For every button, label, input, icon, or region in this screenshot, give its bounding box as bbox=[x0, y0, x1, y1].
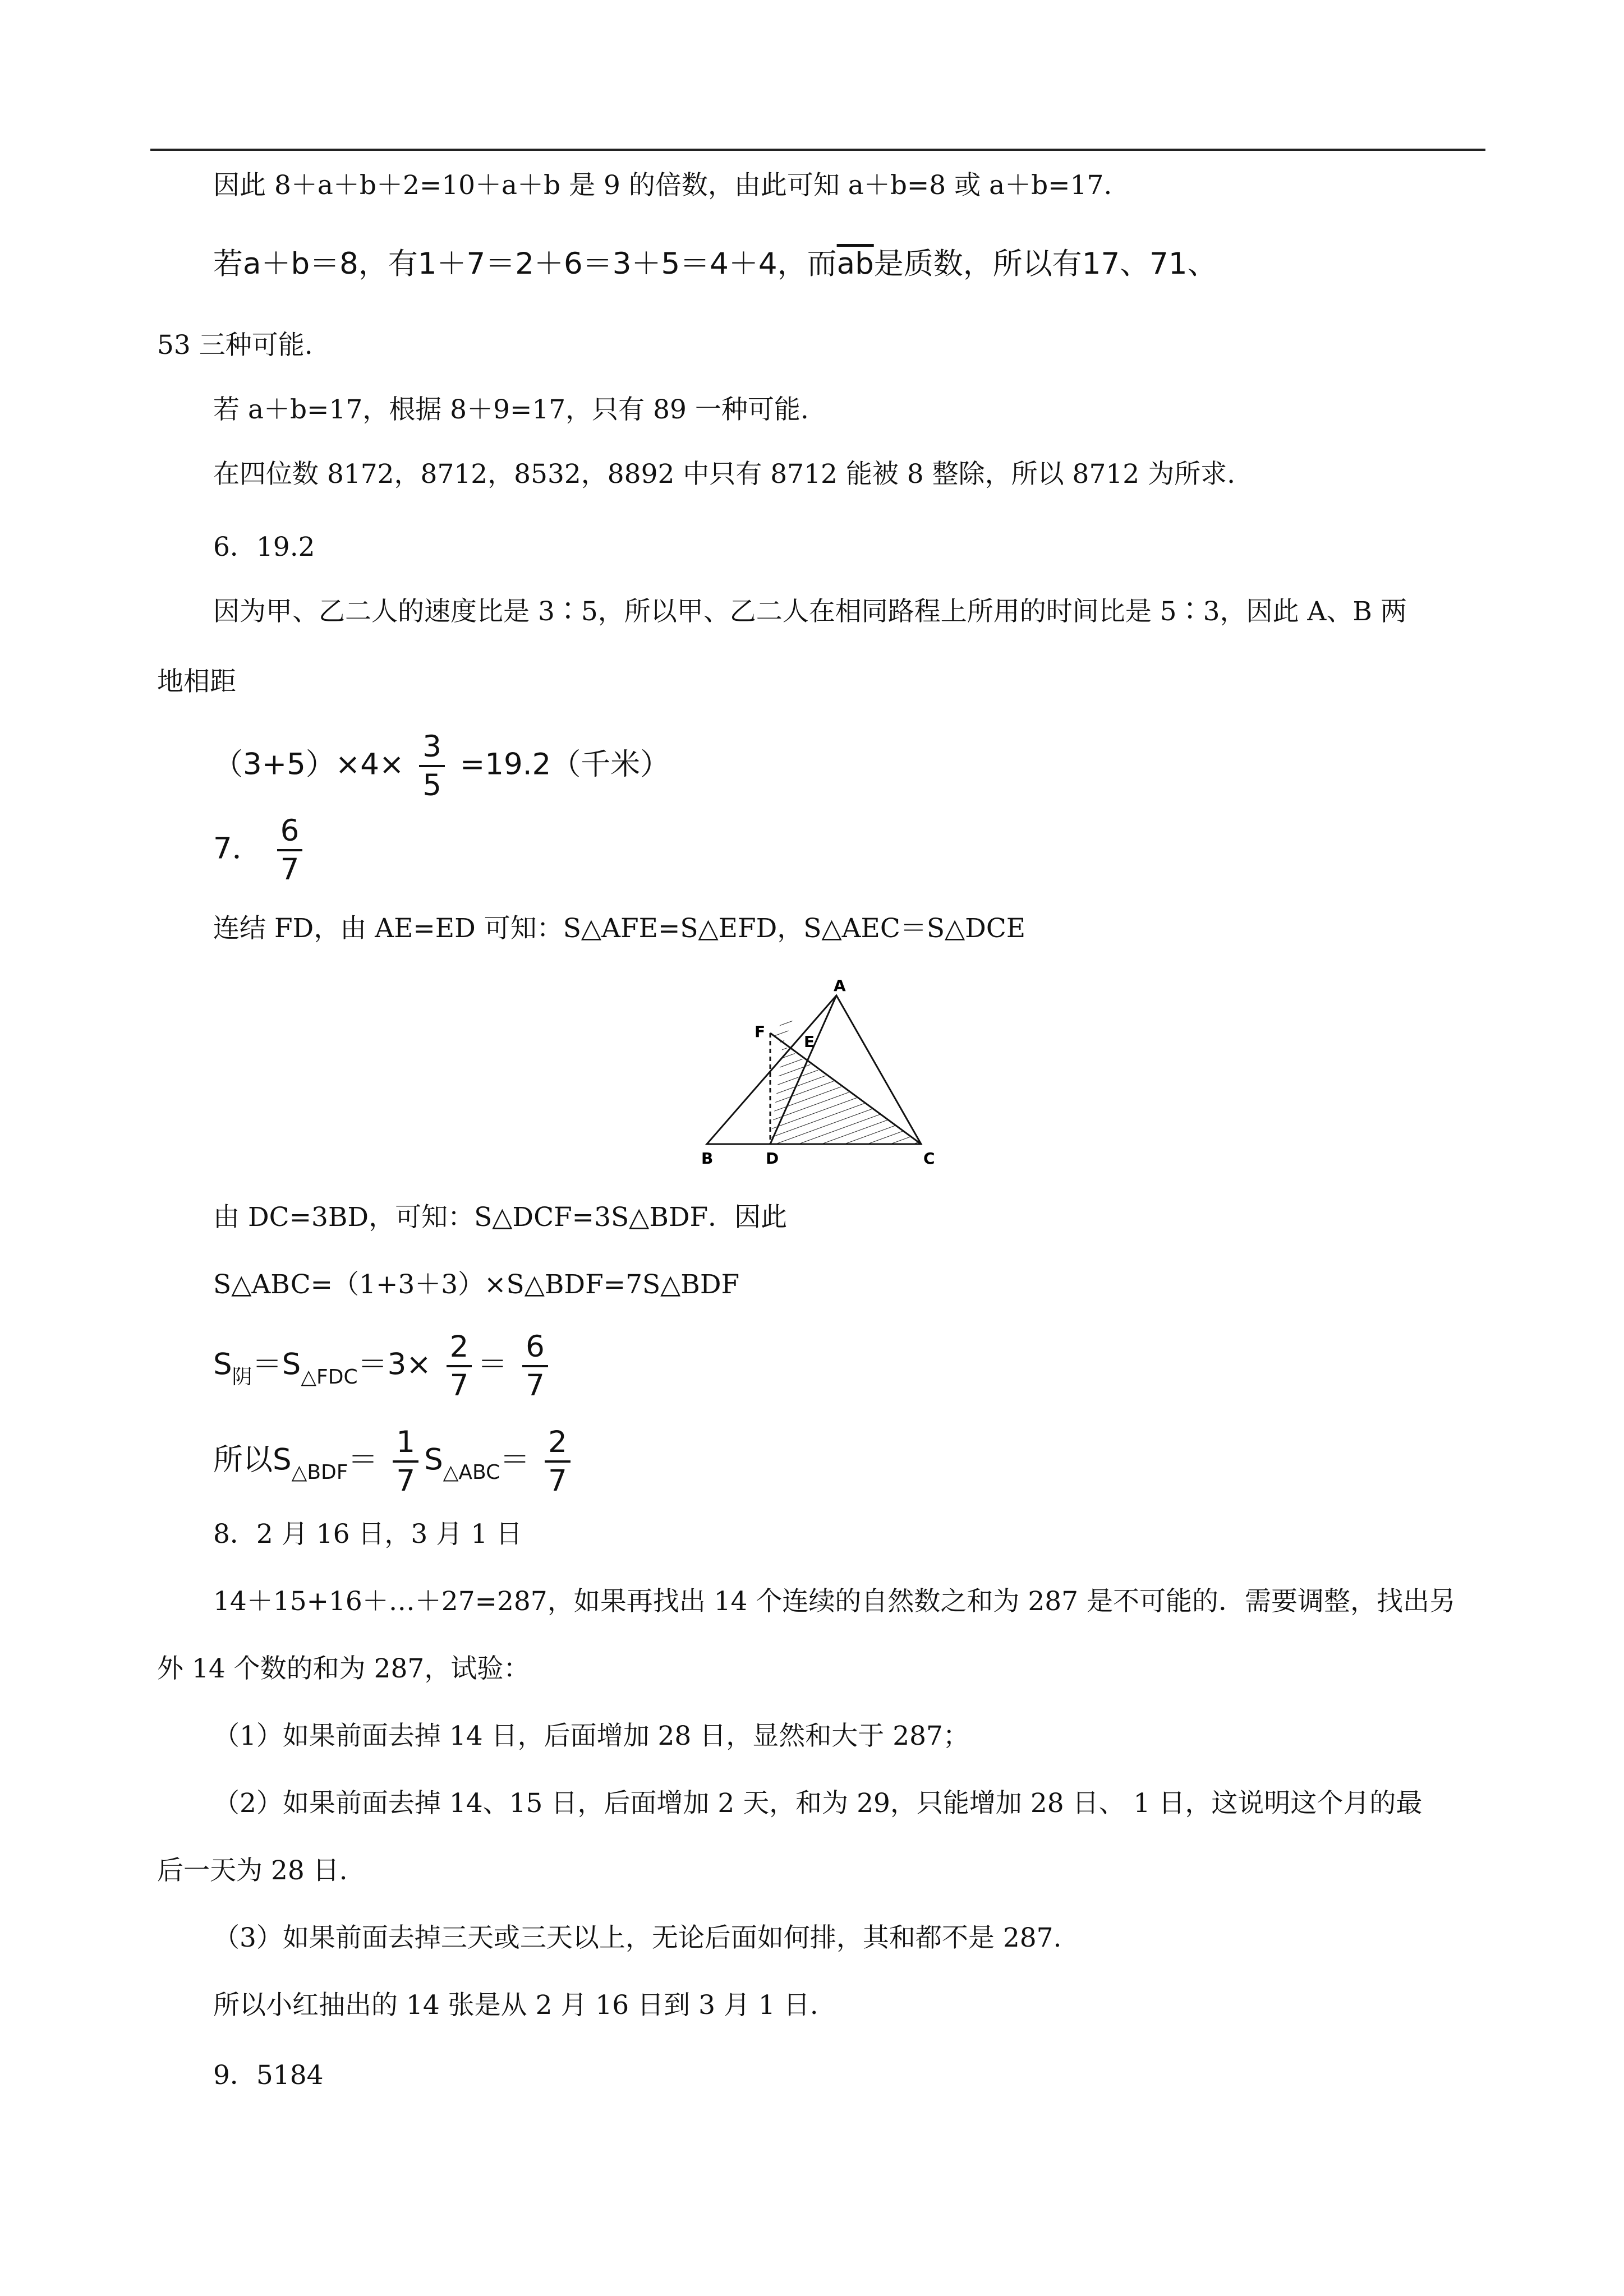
text-line: 14＋15+16＋…＋27=287，如果再找出 14 个连续的自然数之和为 287 是不可能的．需要调整，找出另 bbox=[213, 1586, 1456, 1617]
answer-number: 9．5184 bbox=[213, 2060, 324, 2091]
subscript: △BDF bbox=[291, 1460, 348, 1484]
text-line: 外 14 个数的和为 287，试验： bbox=[157, 1653, 530, 1684]
text-line: 在四位数 8172，8712，8532，8892 中只有 8712 能被 8 整除，所以 8712 为所求. bbox=[213, 459, 1236, 490]
text-span: 所以S bbox=[213, 1442, 292, 1477]
text-span: ＝ bbox=[500, 1442, 530, 1477]
text-line: （3）如果前面去掉三天或三天以上，无论后面如何排，其和都不是 287. bbox=[213, 1922, 1062, 1953]
text-line: 由 DC=3BD，可知：S△DCF=3S△BDF．因此 bbox=[213, 1202, 788, 1233]
label-a: A bbox=[834, 979, 846, 995]
fraction bbox=[447, 1330, 472, 1403]
header-rule bbox=[150, 149, 1485, 151]
text-line: 连结 FD，由 AE=ED 可知：S△AFE=S△EFD，S△AEC＝S△DCE bbox=[213, 913, 1026, 944]
answer-number: 6．19.2 bbox=[213, 532, 315, 563]
numerator: 2 bbox=[447, 1332, 472, 1367]
text-span: 若a＋b＝8，有1＋7＝2＋6＝3＋5＝4＋4，而 bbox=[213, 247, 837, 281]
text-span: 是质数，所以有17、71、 bbox=[873, 247, 1217, 281]
denominator: 5 bbox=[422, 768, 441, 803]
numerator: 3 bbox=[419, 732, 445, 767]
fraction bbox=[277, 814, 303, 887]
answer-number bbox=[213, 814, 308, 887]
text-line: （2）如果前面去掉 14、15 日，后面增加 2 天，和为 29，只能增加 28 日、 1 日，这说明这个月的最 bbox=[213, 1788, 1423, 1819]
label-f: F bbox=[755, 1022, 766, 1041]
hatched-region-afe bbox=[770, 1013, 795, 1045]
text-span: S bbox=[213, 1347, 232, 1382]
subscript: 阴 bbox=[232, 1365, 252, 1389]
numerator: 6 bbox=[277, 816, 303, 851]
denominator: 7 bbox=[280, 852, 300, 887]
fraction bbox=[545, 1427, 571, 1496]
triangle-figure bbox=[701, 979, 937, 1169]
text-line: 53 三种可能. bbox=[157, 330, 313, 361]
subscript: △FDC bbox=[301, 1365, 358, 1389]
label-e: E bbox=[804, 1032, 815, 1051]
text-span: ＝3× bbox=[357, 1347, 431, 1382]
denominator: 7 bbox=[526, 1368, 545, 1403]
text-line bbox=[213, 247, 1217, 282]
text-span: 7． bbox=[213, 831, 262, 866]
numerator: 2 bbox=[545, 1427, 571, 1463]
text-line: S△ABC=（1+3＋3）×S△BDF=7S△BDF bbox=[213, 1269, 740, 1300]
overlined-number: $\overline{ab}$ bbox=[836, 247, 874, 281]
label-d: D bbox=[766, 1149, 779, 1168]
text-span: ＝ bbox=[477, 1347, 508, 1382]
text-span: ＝ bbox=[348, 1442, 378, 1477]
formula-line bbox=[213, 1427, 576, 1496]
formula-line bbox=[213, 1330, 554, 1403]
text-line: （1）如果前面去掉 14 日，后面增加 28 日，显然和大于 287； bbox=[213, 1721, 969, 1751]
denominator: 7 bbox=[449, 1368, 469, 1403]
text-line: 地相距 bbox=[157, 666, 236, 697]
fraction bbox=[522, 1330, 548, 1403]
fraction bbox=[393, 1427, 418, 1496]
text-span: S bbox=[424, 1442, 443, 1477]
numerator: 6 bbox=[522, 1332, 548, 1367]
text-span: （3+5）×4× bbox=[213, 747, 404, 782]
text-span: ＝S bbox=[252, 1347, 301, 1382]
text-line: 后一天为 28 日. bbox=[157, 1855, 348, 1886]
text-line: 若 a＋b=17，根据 8＋9=17，只有 89 一种可能. bbox=[213, 394, 809, 425]
fraction bbox=[419, 730, 445, 803]
text-line: 因此 8＋a＋b＋2=10＋a＋b 是 9 的倍数，由此可知 a＋b=8 或 a＋b=17. bbox=[213, 170, 1112, 201]
numerator: 1 bbox=[393, 1427, 418, 1463]
label-c: C bbox=[923, 1149, 935, 1168]
subscript: △ABC bbox=[443, 1460, 500, 1484]
label-b: B bbox=[701, 1149, 714, 1168]
formula-line bbox=[213, 730, 670, 803]
answer-number: 8．2 月 16 日，3 月 1 日 bbox=[213, 1519, 523, 1550]
denominator: 7 bbox=[396, 1464, 416, 1498]
denominator: 7 bbox=[548, 1464, 567, 1498]
text-span: =19.2（千米） bbox=[459, 747, 670, 782]
text-line: 因为甲、乙二人的速度比是 3∶5，所以甲、乙二人在相同路程上所用的时间比是 5∶3，因此 A、B 两 bbox=[213, 596, 1407, 627]
text-line: 所以小红抽出的 14 张是从 2 月 16 日到 3 月 1 日. bbox=[213, 1990, 818, 2021]
